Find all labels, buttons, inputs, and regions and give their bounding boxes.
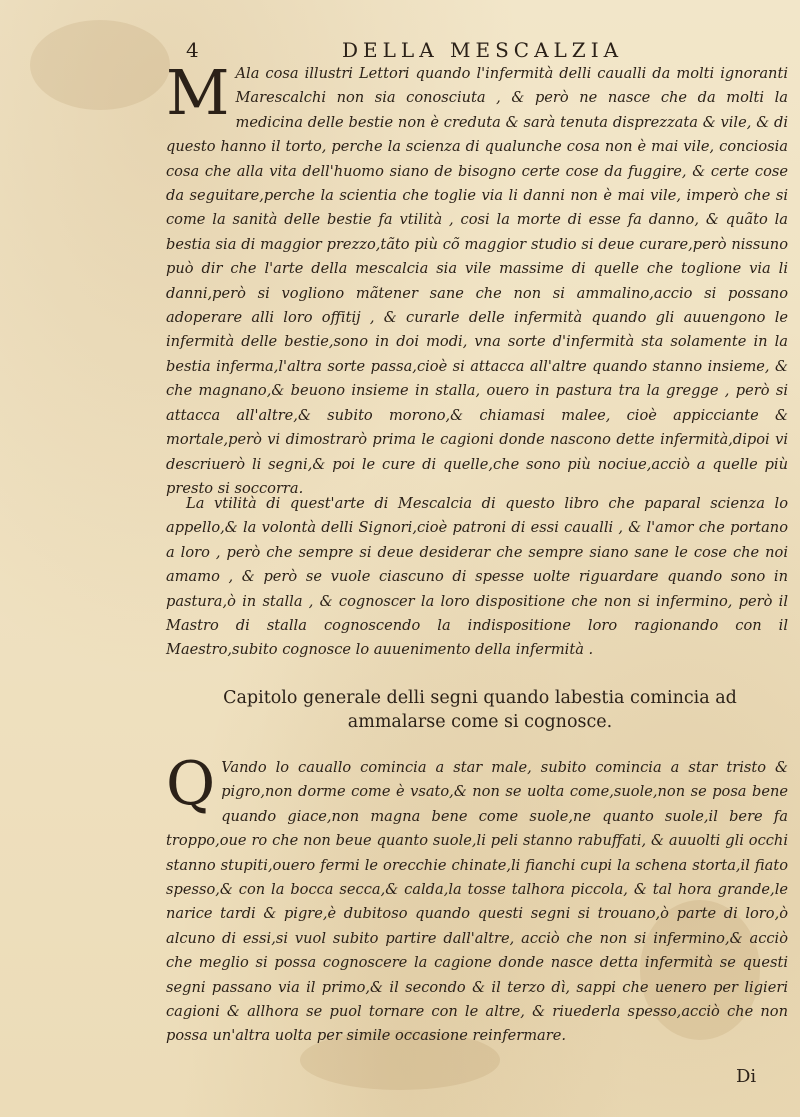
paragraph-signs — [166, 749, 788, 1049]
paragraph-text: Vando lo cauallo comincia a star male, subito comincia a star tristo & pigro,non dorme come è vsato,& non se uolta come,suole,non se posa bene quando giace,non magna bene come suole,ne quanto suole,il bere fa troppo,oue ro che non beue quanto suole,li peli stanno rabuffati, & auuolti gli occhi stanno stupiti,ouero fermi le orecchie chinate,li fianchi cupi la schena storta,il fiato spesso,& con la bocca secca,& calda,la tosse talhora piccola, & tal hora grande,le narice tardi & pigre,è dubitoso quando questi segni si trouano,ò parte di loro,ò alcuno di essi,si vuol subito partire dall'altre, acciò che non si infermino,& acciò che meglio si possa cognoscere la cagione donde nasce detta infermità se questi segni passano via il primo,& il secondo & il terzo dì, sappi che uenero per ligieri cagioni & allhora se puol tornare con le altre, & riuederla spesso,acciò che non possa un'altra uolta per simile occasione reinfermare. — [166, 759, 788, 1045]
paragraph-intro — [166, 56, 788, 501]
running-title: DELLA MESCALZIA — [342, 38, 624, 62]
catchword: Di — [736, 1066, 757, 1087]
paper-stain — [30, 20, 170, 110]
paragraph-text: Ala cosa illustri Lettori quando l'infermità delli caualli da molti ignoranti Marescalchi non sia conosciuta , & però ne nasce che da molti la medicina delle bestie non è creduta & sarà tenuta disprezzata & vile, & di questo hanno il torto, perche la scienza di qualunche cosa non è mai vile, conciosia cosa che alla vita dell'huomo siano de bisogno certe cose da fuggire, & certe cose da seguitare,perche la scientia che toglie via li danni non è mai vile, imperò che si come la sanità delle bestie fa vtilità , cosi la morte di esse fa danno, & quãto la bestia sia di maggior prezzo,tãto più cõ maggior studio si deue curare,però nissuno può dir che l'arte della mescalcia sia vile massime di quelle che toglione via li danni,però si vogliono mãtener sane che non si ammalino,accio si possano adoperare alli loro offitij , & curarle delle infermità quando gli auuengono le infermità delle bestie,sono in doi modi, vna sorte d'infermità sta solamente in la bestia inferma,l'altra sorte passa,cioè si attacca all'altre quando stanno insieme, & che magnano,& beuono insieme in stalla, ouero in pastura tra la gregge , però si attacca all'altre,& subito morono,& chiamasi malee, cioè appicciante & mortale,però vi dimostrarò prima le cagioni donde nascono dette infermità,dipoi vi descriuerò li segni,& poi le cure di quelle,che sono più nociue,acciò a quelle più presto si soccorra. — [166, 65, 788, 497]
drop-cap-letter: M — [166, 56, 230, 129]
chapter-heading: Capitolo generale delli segni quando labestia comincia ad ammalarse come si cognosce. — [223, 688, 737, 732]
paragraph-text: La vtilità di quest'arte di Mescalcia di questo libro che paparal scienza lo appello,& la volontà delli Signori,cioè patroni di essi caualli , & l'amor che portano a loro , però che sempre si deue desiderar che sempre siano sane le cose che noi amamo , & però se vuole ciascuno di spesse uolte riguardare quando sono in pastura,ò in stalla , & cognoscer la loro dispositione che non si infermino, però il Mastro di stalla cognoscendo la indispositione loro ragionando con il Maestro,subito cognosce lo auuenimento della infermità . — [166, 495, 788, 659]
paragraph-utility — [166, 492, 788, 663]
drop-cap-letter: Q — [166, 749, 216, 819]
page-number: 4 — [186, 38, 199, 62]
